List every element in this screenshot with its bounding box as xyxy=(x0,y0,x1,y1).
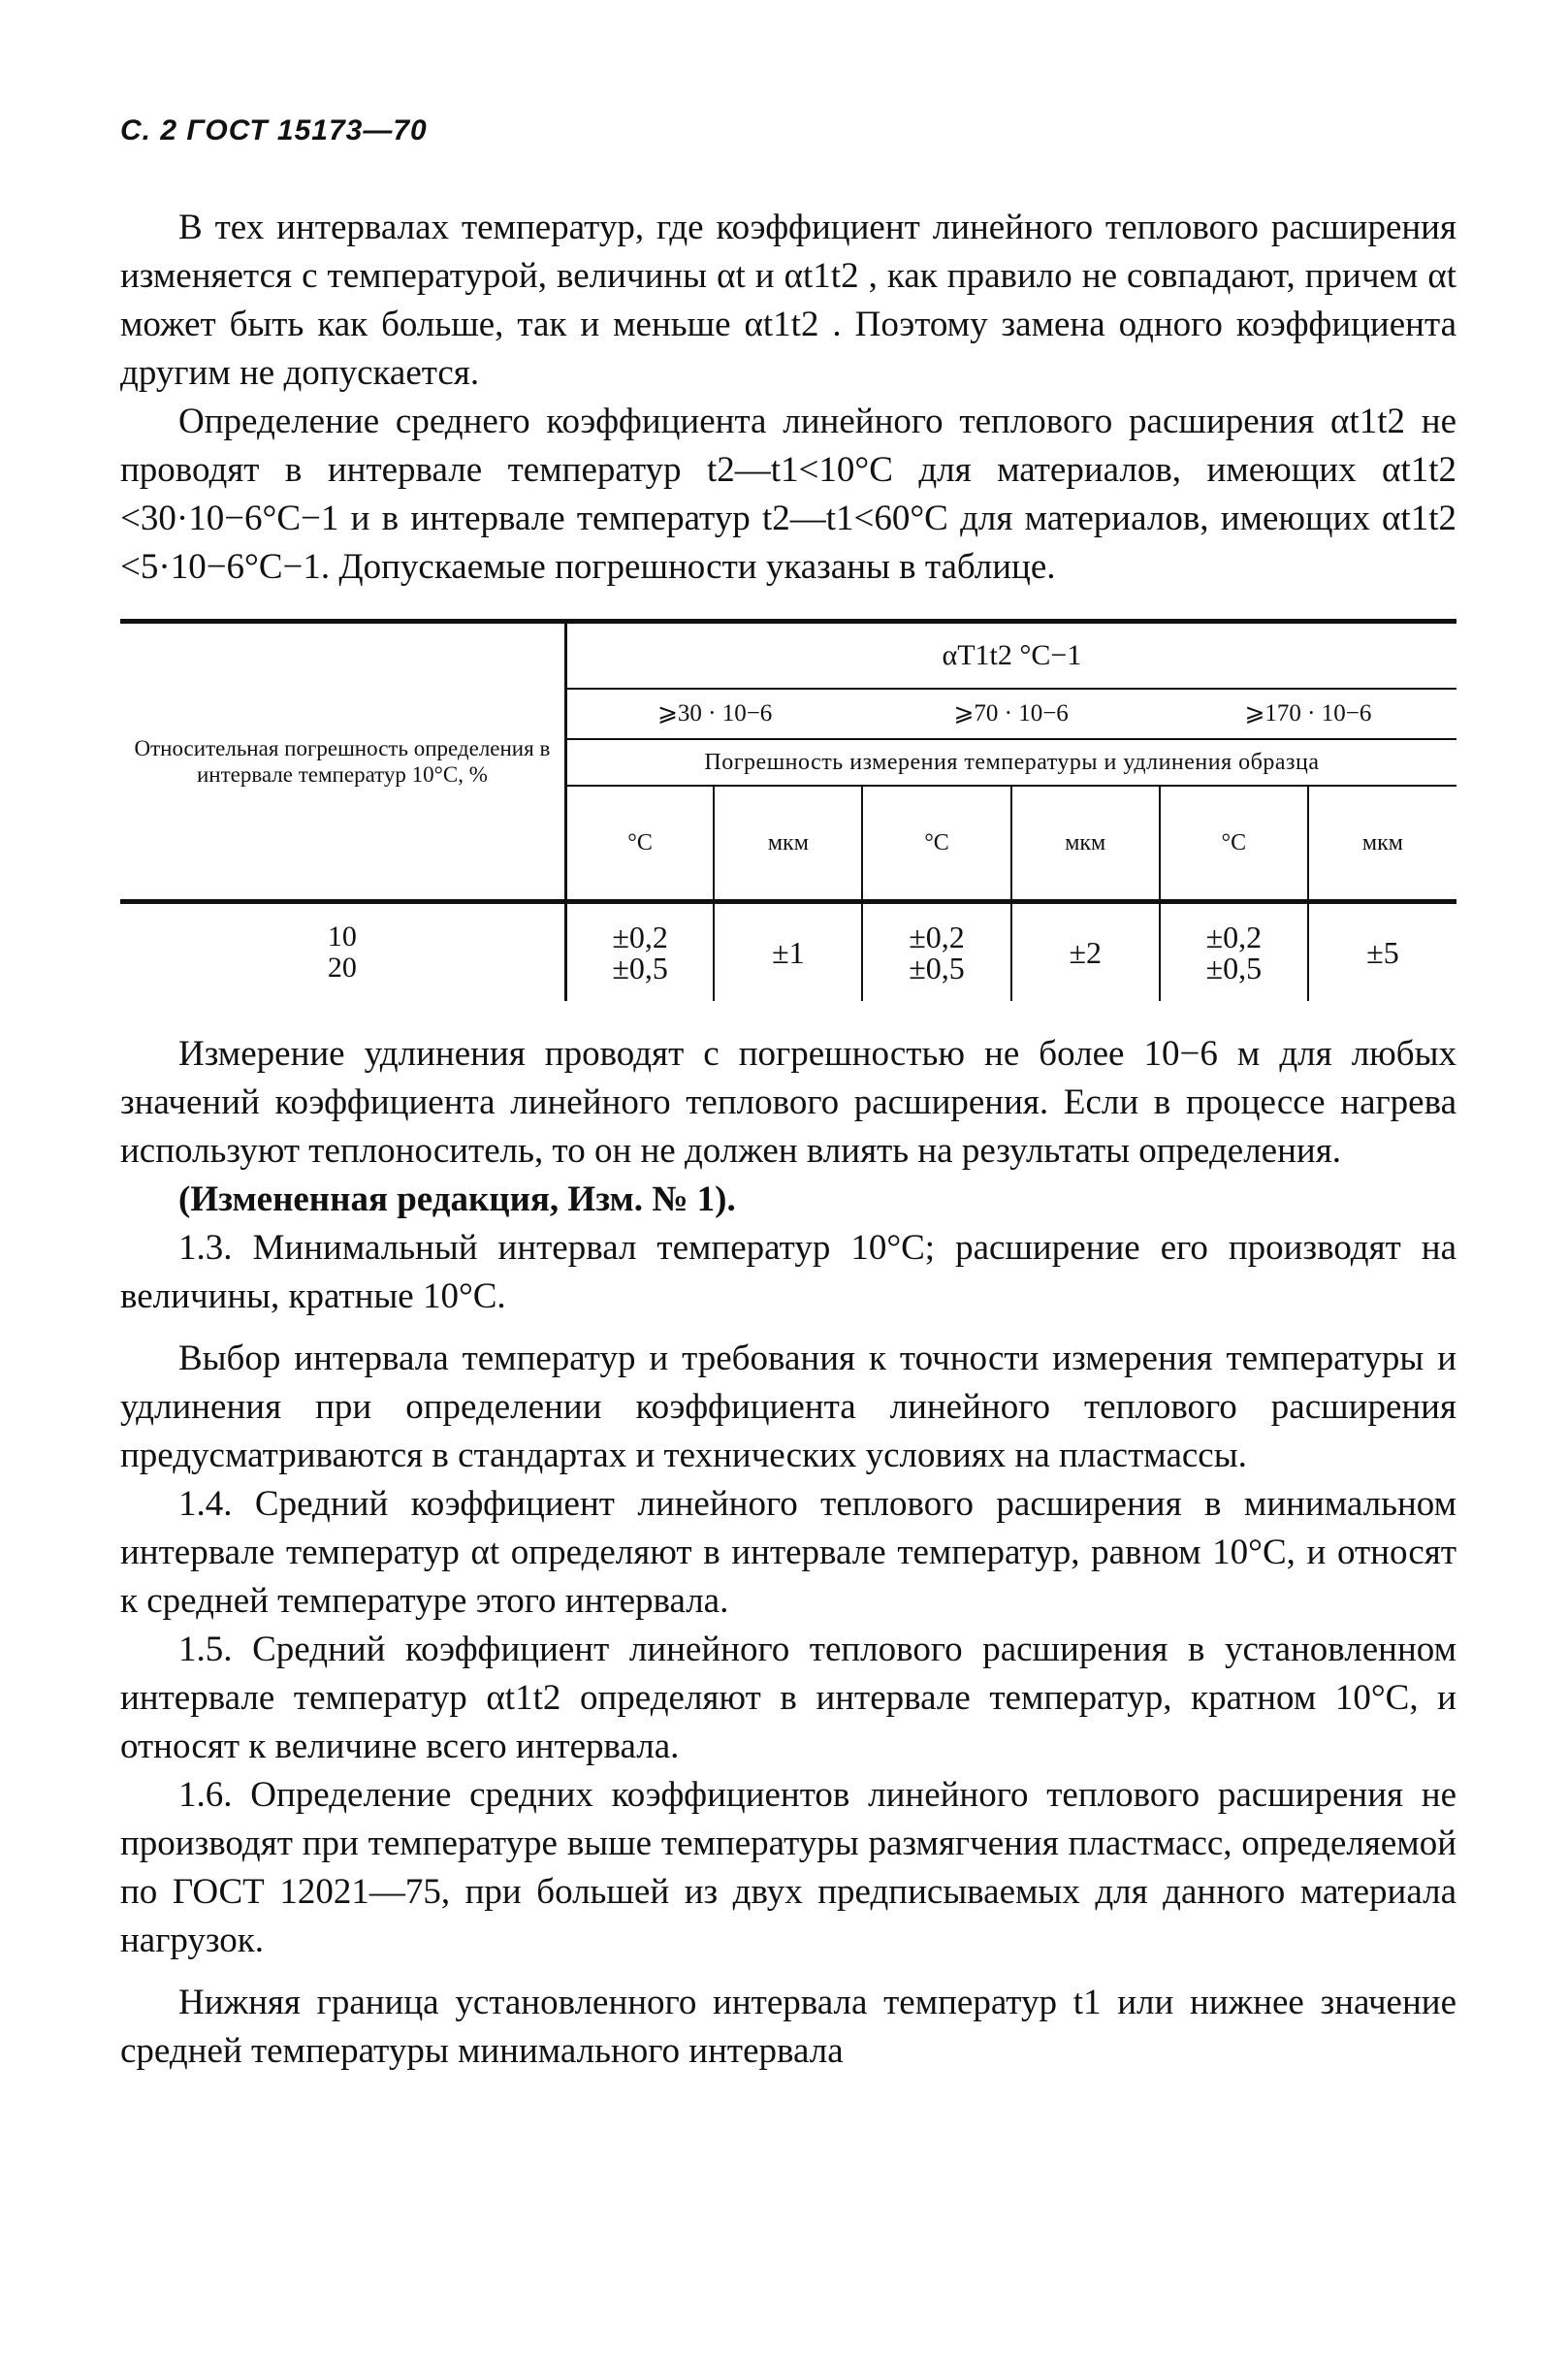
paragraph-lower-bound: Нижняя граница установленного интервала температур t1 или нижнее значение средней температуры минимального интервала xyxy=(120,1983,1456,2071)
range-header: ⩾170 · 10−6 xyxy=(1160,689,1456,739)
paragraph-measurement: Измерение удлинения проводят с погрешностью не более 10−6 м для любых значений коэффициента линейного теплового расширения. Если в процессе нагрева используют теплоноситель, то он не должен влиять на результаты определения. xyxy=(120,1034,1456,1171)
table-cell: 10 xyxy=(327,920,357,952)
range-header: ⩾70 · 10−6 xyxy=(862,689,1159,739)
elongation-error-cell: ±2 xyxy=(1011,904,1160,1001)
unit-header: мкм xyxy=(1011,786,1160,902)
unit-header: °С xyxy=(862,786,1010,902)
document-body xyxy=(120,204,1456,2076)
unit-header: мкм xyxy=(714,786,862,902)
unit-header: °С xyxy=(565,786,714,902)
unit-header: мкм xyxy=(1361,830,1403,856)
elongation-error-cell: ±1 xyxy=(714,904,862,1001)
alpha-header: αT1t2 °С−1 xyxy=(565,622,1456,690)
range-header: ⩾30 · 10−6 xyxy=(565,689,862,739)
amendment-note: (Измененная редакция, Изм. № 1). xyxy=(178,1179,736,1219)
error-table xyxy=(120,619,1456,1001)
clause-1-4: 1.4. Средний коэффициент линейного теплового расширения в минимальном интервале температур αt определяют в интервале температур, равном 10°С, и относят к средней температуре этого интервала. xyxy=(120,1484,1456,1621)
error-header: Погрешность измерения температуры и удлинения образца xyxy=(565,739,1456,786)
page-header: С. 2 ГОСТ 15173—70 xyxy=(120,114,428,146)
table-cell: 20 xyxy=(327,952,357,984)
elongation-error-cell: ±5 xyxy=(1366,935,1399,970)
paragraph-intro: В тех интервалах температур, где коэффициент линейного теплового расширения изменяется с температурой, величины αt и αt1t2 , как правило не совпадают, причем αt может быть как больше, так и меньше αt1t2 . Поэтому замена одного коэффициента другим не допускается. xyxy=(120,208,1456,393)
paragraph-definition: Определение среднего коэффициента линейного теплового расширения αt1t2 не проводят в интервале температур t2—t1<10°С для материалов, имеющих αt1t2 <30·10−6°С−1 и в интервале температур t2—t1<60°С для материалов, имеющих αt1t2 <5·10−6°С−1. Допускаемые погрешности указаны в таблице. xyxy=(120,402,1456,587)
clause-1-3: 1.3. Минимальный интервал температур 10°С; расширение его производят на величины, кратные 10°С. xyxy=(120,1228,1456,1316)
unit-header: °С xyxy=(1160,786,1308,902)
temp-error-cell: ±0,2 ±0,5 xyxy=(565,904,714,1001)
relative-error-values xyxy=(120,904,565,1001)
clause-1-6: 1.6. Определение средних коэффициентов линейного теплового расширения не производят при температуре выше температуры размягчения пластмасс, определяемой по ГОСТ 12021—75, при большей из двух предписываемых для данного материала нагрузок. xyxy=(120,1775,1456,1960)
clause-1-5: 1.5. Средний коэффициент линейного теплового расширения в установленном интервале температур αt1t2 определяют в интервале температур, кратном 10°С, и относят к величине всего интервала. xyxy=(120,1630,1456,1766)
temp-error-cell: ±0,2 ±0,5 xyxy=(1160,904,1308,1001)
clause-1-3-continued: Выбор интервала температур и требования к точности измерения температуры и удлинения при определении коэффициента линейного теплового расширения предусматриваются в стандартах и технических условиях на пластмассы. xyxy=(120,1339,1456,1475)
table-data-row xyxy=(120,904,1456,1001)
temp-error-cell: ±0,2 ±0,5 xyxy=(862,904,1010,1001)
table-row-header: Относительная погрешность определения в интервале температур 10°С, % xyxy=(120,622,565,902)
